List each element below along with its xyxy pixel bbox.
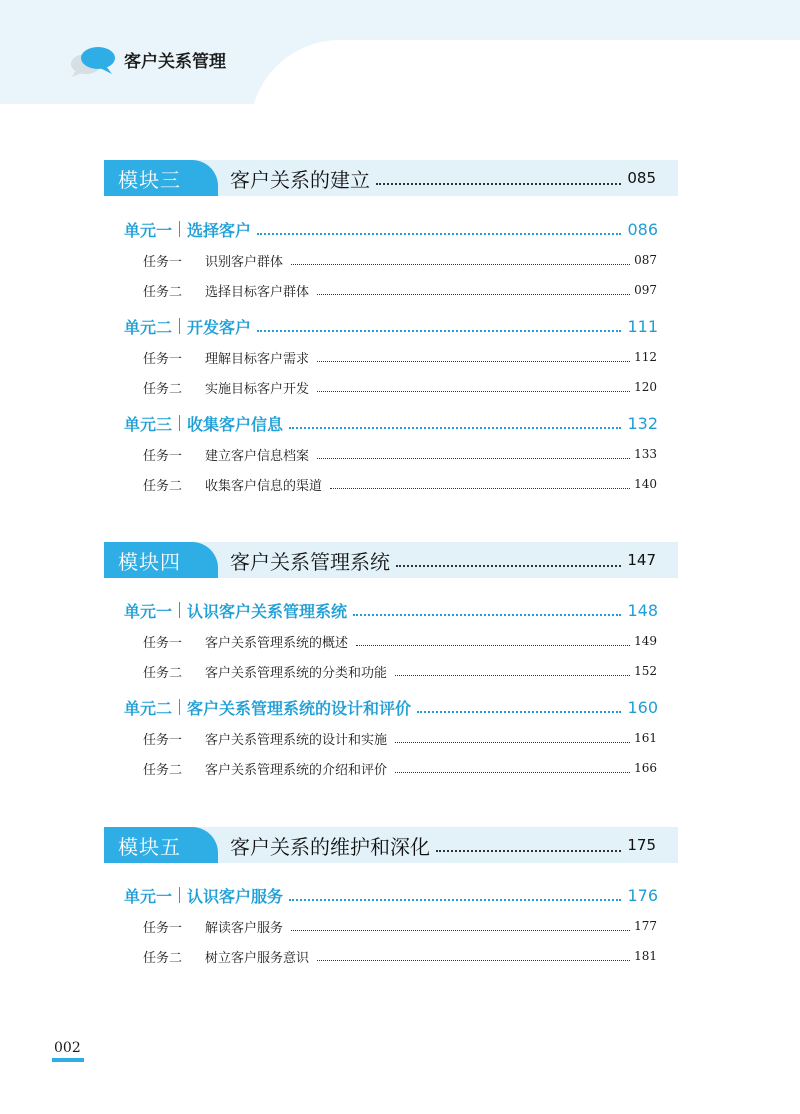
unit-page: 132 [627, 413, 658, 433]
module-tag: 模块四 [104, 542, 218, 578]
task-page: 140 [634, 477, 657, 491]
task-title: 客户关系管理系统的设计和实施 [205, 732, 388, 748]
task-label: 任务一 [143, 732, 183, 748]
task-page: 087 [634, 253, 657, 267]
task-title: 实施目标客户开发 [205, 381, 310, 397]
header-curve [250, 40, 800, 180]
leader-dots [317, 391, 630, 392]
leader-dots [376, 183, 621, 185]
task-title: 选择目标客户群体 [205, 284, 310, 300]
leader-dots [417, 711, 621, 713]
leader-dots [289, 899, 621, 901]
task-row[interactable] [143, 728, 657, 748]
task-page: 177 [634, 919, 657, 933]
leader-dots [257, 330, 621, 332]
task-row[interactable] [143, 250, 657, 270]
task-title: 识别客户群体 [205, 254, 284, 270]
unit-separator [179, 887, 180, 903]
leader-dots [317, 294, 630, 295]
page-number: 002 [54, 1040, 81, 1056]
unit-row[interactable] [124, 314, 658, 338]
unit-separator [179, 602, 180, 618]
task-label: 任务一 [143, 351, 183, 367]
unit-label: 单元二 [124, 317, 173, 337]
unit-page: 160 [627, 697, 658, 717]
unit-title: 开发客户 [187, 317, 252, 337]
leader-dots [395, 772, 630, 773]
leader-dots [395, 742, 630, 743]
task-page: 120 [634, 380, 657, 394]
speech-bubble-icon [70, 44, 116, 78]
task-page: 112 [634, 350, 657, 364]
unit-row[interactable] [124, 883, 658, 907]
leader-dots [317, 361, 630, 362]
leader-dots [289, 427, 621, 429]
unit-row[interactable] [124, 598, 658, 622]
leader-dots [395, 675, 630, 676]
task-page: 097 [634, 283, 657, 297]
module-tag: 模块五 [104, 827, 218, 863]
unit-title: 收集客户信息 [187, 414, 284, 434]
task-page: 166 [634, 761, 657, 775]
unit-title: 客户关系管理系统的设计和评价 [187, 698, 412, 718]
module-page: 085 [627, 169, 656, 187]
task-page: 161 [634, 731, 657, 745]
unit-label: 单元一 [124, 220, 173, 240]
task-label: 任务二 [143, 478, 183, 494]
leader-dots [436, 850, 621, 852]
module-page: 175 [627, 836, 656, 854]
task-row[interactable] [143, 444, 657, 464]
task-label: 任务二 [143, 665, 183, 681]
module-header-4[interactable] [104, 542, 678, 578]
task-page: 181 [634, 949, 657, 963]
unit-label: 单元一 [124, 886, 173, 906]
unit-row[interactable] [124, 695, 658, 719]
task-title: 建立客户信息档案 [205, 448, 310, 464]
module-title: 客户关系的维护和深化 [230, 834, 430, 859]
task-label: 任务一 [143, 448, 183, 464]
task-page: 133 [634, 447, 657, 461]
task-label: 任务一 [143, 920, 183, 936]
unit-title: 认识客户服务 [187, 886, 284, 906]
leader-dots [291, 930, 630, 931]
unit-label: 单元一 [124, 601, 173, 621]
unit-row[interactable] [124, 217, 658, 241]
task-row[interactable] [143, 946, 657, 966]
module-title: 客户关系管理系统 [230, 549, 390, 574]
page-header [0, 0, 800, 104]
task-title: 树立客户服务意识 [205, 950, 310, 966]
task-label: 任务二 [143, 762, 183, 778]
unit-separator [179, 221, 180, 237]
leader-dots [317, 458, 630, 459]
leader-dots [291, 264, 630, 265]
unit-separator [179, 318, 180, 334]
task-title: 收集客户信息的渠道 [205, 478, 323, 494]
page-number-underline [52, 1058, 84, 1062]
unit-separator [179, 415, 180, 431]
unit-page: 086 [627, 219, 658, 239]
task-title: 理解目标客户需求 [205, 351, 310, 367]
task-title: 客户关系管理系统的介绍和评价 [205, 762, 388, 778]
unit-title: 选择客户 [187, 220, 252, 240]
task-label: 任务一 [143, 254, 183, 270]
unit-page: 176 [627, 885, 658, 905]
task-row[interactable] [143, 280, 657, 300]
task-row[interactable] [143, 661, 657, 681]
task-page: 149 [634, 634, 657, 648]
unit-separator [179, 699, 180, 715]
task-row[interactable] [143, 474, 657, 494]
module-tag: 模块三 [104, 160, 218, 196]
task-row[interactable] [143, 758, 657, 778]
task-label: 任务二 [143, 284, 183, 300]
module-title: 客户关系的建立 [230, 167, 370, 192]
task-row[interactable] [143, 377, 657, 397]
task-row[interactable] [143, 916, 657, 936]
leader-dots [330, 488, 630, 489]
leader-dots [317, 960, 630, 961]
task-row[interactable] [143, 631, 657, 651]
unit-row[interactable] [124, 411, 658, 435]
task-row[interactable] [143, 347, 657, 367]
task-label: 任务二 [143, 950, 183, 966]
leader-dots [353, 614, 621, 616]
leader-dots [396, 565, 621, 567]
leader-dots [356, 645, 630, 646]
module-header-3[interactable] [104, 160, 678, 196]
task-page: 152 [634, 664, 657, 678]
task-title: 客户关系管理系统的分类和功能 [205, 665, 388, 681]
module-header-5[interactable] [104, 827, 678, 863]
module-page: 147 [627, 551, 656, 569]
leader-dots [257, 233, 621, 235]
unit-title: 认识客户关系管理系统 [187, 601, 348, 621]
task-label: 任务一 [143, 635, 183, 651]
task-title: 解读客户服务 [205, 920, 284, 936]
unit-page: 148 [627, 600, 658, 620]
unit-page: 111 [627, 316, 658, 336]
task-label: 任务二 [143, 381, 183, 397]
running-header-title: 客户关系管理 [124, 52, 226, 72]
unit-label: 单元二 [124, 698, 173, 718]
task-title: 客户关系管理系统的概述 [205, 635, 349, 651]
unit-label: 单元三 [124, 414, 173, 434]
